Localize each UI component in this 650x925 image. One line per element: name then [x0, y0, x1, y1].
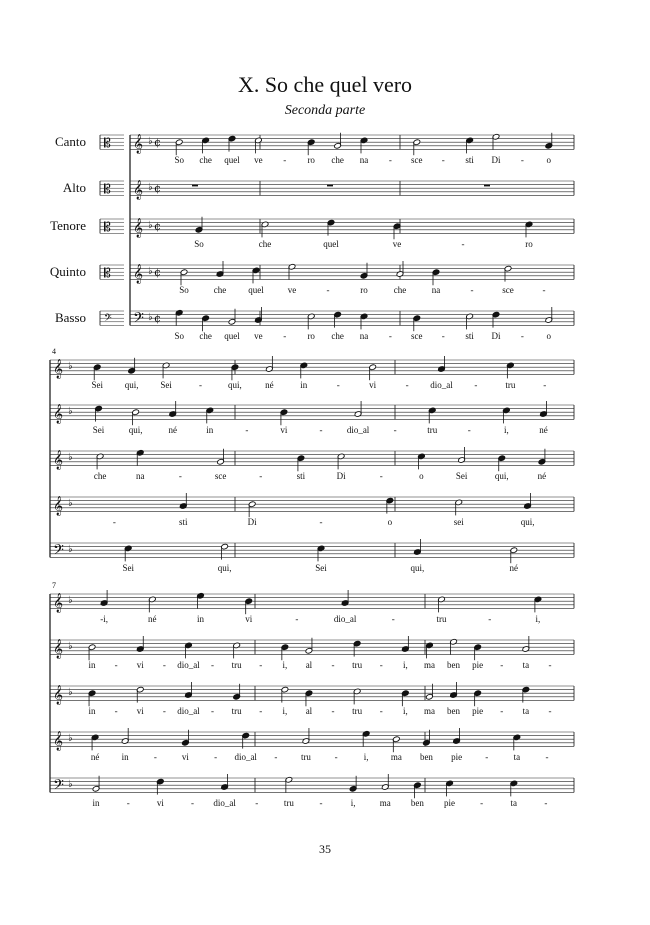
flat-key-signature: ♭	[148, 220, 153, 231]
treble-clef: 𝄞	[133, 264, 144, 284]
lyric-hyphen: -	[211, 660, 215, 670]
lyric-syllable: tru	[283, 798, 294, 808]
lyric-syllable: o	[419, 471, 424, 481]
lyric-hyphen: -	[211, 706, 215, 716]
lyric-hyphen: -	[543, 380, 547, 390]
lyric-syllable: sti	[296, 471, 306, 481]
lyric-syllable: pie	[472, 706, 484, 716]
lyric-syllable: né	[537, 471, 547, 481]
voice-name-quinto: Quinto	[49, 264, 86, 279]
lyric-syllable: dio_al	[213, 798, 236, 808]
bass-clef: 𝄢	[53, 542, 64, 562]
lyric-syllable: pie	[444, 798, 456, 808]
lyric-hyphen: -	[393, 425, 397, 435]
lyric-syllable: che	[199, 155, 212, 165]
lyric-syllable: in	[300, 380, 308, 390]
time-signature: ¢	[154, 182, 161, 195]
lyric-syllable: ben	[447, 706, 461, 716]
lyric-hyphen: -	[544, 798, 548, 808]
flat-key-signature: ♭	[68, 544, 73, 555]
lyric-syllable: Di	[491, 155, 501, 165]
lyric-hyphen: -	[520, 331, 524, 341]
lyric-syllable: ve	[254, 331, 263, 341]
lyric-syllable: So	[194, 239, 204, 249]
lyric-syllable: pie	[472, 660, 484, 670]
lyric-hyphen: -	[441, 155, 445, 165]
lyric-hyphen: -	[295, 614, 299, 624]
whole-rest	[484, 185, 490, 187]
lyric-syllable: ro	[525, 239, 533, 249]
treble-clef: 𝄞	[53, 731, 64, 751]
treble-clef: 𝄞	[133, 218, 144, 238]
lyric-hyphen: -	[214, 752, 218, 762]
lyric-syllable: sti	[465, 331, 474, 341]
lyric-syllable: Sei	[455, 471, 468, 481]
lyric-syllable: in	[88, 660, 96, 670]
lyric-syllable: sce	[214, 471, 227, 481]
lyric-syllable: tru	[427, 425, 438, 435]
lyric-hyphen: -	[441, 331, 445, 341]
lyric-syllable: ben	[410, 798, 424, 808]
lyric-hyphen: -	[114, 706, 118, 716]
lyric-syllable: ro	[360, 285, 368, 295]
lyric-syllable: ta	[522, 660, 530, 670]
time-signature: ¢	[154, 312, 161, 325]
lyric-hyphen: -	[405, 380, 409, 390]
lyric-syllable: sei	[453, 517, 464, 527]
voice-name-basso: Basso	[54, 310, 86, 325]
flat-key-signature: ♭	[68, 406, 73, 417]
lyric-syllable: ma	[379, 798, 391, 808]
lyric-hyphen: -	[542, 285, 546, 295]
lyric-hyphen: -	[274, 752, 278, 762]
lyric-hyphen: -	[548, 660, 552, 670]
lyric-syllable: dio_al	[234, 752, 257, 762]
lyric-hyphen: -	[259, 660, 263, 670]
lyric-syllable: qui,	[228, 380, 242, 390]
lyric-hyphen: -	[474, 380, 478, 390]
lyric-syllable: al	[305, 706, 313, 716]
lyric-syllable: i,	[402, 706, 408, 716]
lyric-hyphen: -	[379, 706, 383, 716]
lyric-syllable: che	[258, 239, 272, 249]
lyric-syllable: i,	[282, 660, 288, 670]
lyric-syllable: ma	[390, 752, 402, 762]
flat-key-signature: ♭	[68, 687, 73, 698]
lyric-syllable: sce	[411, 331, 423, 341]
lyric-syllable: ro	[307, 155, 315, 165]
lyric-syllable: i,	[282, 706, 288, 716]
lyric-syllable: -i,	[100, 614, 108, 624]
flat-key-signature: ♭	[148, 312, 153, 323]
treble-clef: 𝄞	[53, 639, 64, 659]
lyric-syllable: o	[387, 517, 393, 527]
lyric-syllable: vi	[369, 380, 377, 390]
lyric-syllable: sce	[502, 285, 514, 295]
lyric-syllable: in	[92, 798, 100, 808]
flat-key-signature: ♭	[148, 182, 153, 193]
lyric-syllable: quel	[248, 285, 264, 295]
lyric-hyphen: -	[336, 380, 340, 390]
lyric-syllable: ro	[307, 331, 315, 341]
bass-clef: 𝄢	[53, 777, 64, 797]
lyric-syllable: né	[509, 563, 519, 573]
lyric-hyphen: -	[190, 798, 194, 808]
lyric-hyphen: -	[319, 517, 323, 527]
lyric-hyphen: -	[461, 239, 465, 249]
lyric-syllable: So	[179, 285, 189, 295]
flat-key-signature: ♭	[148, 136, 153, 147]
lyric-syllable: tru	[231, 706, 242, 716]
lyric-syllable: in	[121, 752, 129, 762]
lyric-hyphen: -	[199, 380, 202, 390]
lyric-syllable: na	[136, 471, 145, 481]
lyric-syllable: tru	[352, 706, 363, 716]
lyric-syllable: vi	[156, 798, 164, 808]
lyric-syllable: ma	[423, 706, 435, 716]
lyric-syllable: qui,	[124, 380, 139, 390]
lyric-syllable: na	[359, 331, 369, 341]
whole-rest	[327, 185, 333, 187]
lyric-syllable: sti	[465, 155, 474, 165]
lyric-syllable: Di	[491, 331, 501, 341]
lyric-hyphen: -	[259, 471, 263, 481]
piece-subtitle: Seconda parte	[284, 103, 366, 118]
lyric-syllable: Di	[336, 471, 346, 481]
lyric-syllable: in	[206, 425, 214, 435]
lyric-syllable: qui,	[128, 425, 143, 435]
lyric-hyphen: -	[480, 798, 484, 808]
lyric-hyphen: -	[391, 614, 395, 624]
lyric-syllable: quel	[224, 155, 240, 165]
lyric-syllable: i,	[363, 752, 369, 762]
lyric-syllable: dio_al	[177, 706, 200, 716]
lyric-syllable: tru	[231, 660, 242, 670]
lyric-syllable: sce	[411, 155, 423, 165]
lyric-syllable: vi	[181, 752, 189, 762]
lyric-syllable: i,	[402, 660, 408, 670]
lyric-hyphen: -	[114, 660, 118, 670]
incipit-clef: 𝄢	[104, 312, 112, 326]
lyric-hyphen: -	[245, 425, 249, 435]
lyric-syllable: in	[88, 706, 96, 716]
lyric-hyphen: -	[319, 425, 323, 435]
flat-key-signature: ♭	[68, 498, 73, 509]
treble-clef: 𝄞	[133, 180, 144, 200]
incipit-clef: 𝄡	[104, 266, 111, 280]
lyric-syllable: né	[90, 752, 100, 762]
lyric-syllable: o	[546, 155, 552, 165]
lyric-hyphen: -	[500, 706, 504, 716]
lyric-syllable: Di	[247, 517, 257, 527]
lyric-syllable: vi	[280, 425, 288, 435]
treble-clef: 𝄞	[133, 134, 144, 154]
flat-key-signature: ♭	[68, 733, 73, 744]
flat-key-signature: ♭	[68, 595, 73, 606]
lyric-syllable: dio_al	[333, 614, 357, 624]
lyric-syllable: che	[331, 331, 344, 341]
treble-clef: 𝄞	[53, 593, 64, 613]
piece-title: X. So che quel vero	[237, 72, 413, 97]
lyric-syllable: tru	[505, 380, 516, 390]
lyric-syllable: tru	[352, 660, 363, 670]
lyric-syllable: né	[265, 380, 274, 390]
lyric-syllable: né	[148, 614, 157, 624]
flat-key-signature: ♭	[68, 452, 73, 463]
lyric-syllable: qui,	[410, 563, 425, 573]
lyric-syllable: quel	[323, 239, 339, 249]
lyric-hyphen: -	[379, 471, 383, 481]
time-signature: ¢	[154, 136, 161, 149]
lyric-syllable: So	[174, 155, 184, 165]
lyric-syllable: vi	[136, 706, 144, 716]
lyric-syllable: che	[93, 471, 107, 481]
lyric-syllable: che	[393, 285, 407, 295]
lyric-syllable: ta	[513, 752, 521, 762]
incipit-clef: 𝄡	[104, 220, 111, 234]
lyric-syllable: ta	[510, 798, 518, 808]
lyric-syllable: ben	[419, 752, 433, 762]
lyric-syllable: So	[174, 331, 184, 341]
lyric-hyphen: -	[488, 614, 492, 624]
voice-name-tenore: Tenore	[50, 218, 86, 233]
lyric-syllable: quel	[224, 331, 240, 341]
lyric-syllable: Sei	[91, 380, 103, 390]
lyric-syllable: Sei	[92, 425, 105, 435]
lyric-hyphen: -	[126, 798, 130, 808]
page-number: 35	[319, 842, 331, 856]
lyric-syllable: pie	[451, 752, 463, 762]
lyric-syllable: na	[431, 285, 441, 295]
lyric-hyphen: -	[326, 285, 330, 295]
lyric-syllable: Sei	[315, 563, 327, 573]
lyric-syllable: dio_al	[430, 380, 453, 390]
time-signature: ¢	[154, 220, 161, 233]
bass-clef: 𝄢	[133, 310, 144, 330]
measure-number: 7	[52, 581, 56, 590]
lyric-hyphen: -	[259, 706, 263, 716]
lyric-syllable: o	[546, 331, 552, 341]
lyric-hyphen: -	[520, 155, 524, 165]
lyric-syllable: ta	[522, 706, 530, 716]
lyric-syllable: i,	[504, 425, 509, 435]
lyric-syllable: che	[199, 331, 212, 341]
lyric-syllable: sti	[179, 517, 188, 527]
lyric-hyphen: -	[470, 285, 474, 295]
measure-number: 4	[52, 347, 56, 356]
voice-name-canto: Canto	[54, 134, 86, 149]
lyric-syllable: dio_al	[346, 425, 370, 435]
lyric-hyphen: -	[548, 706, 552, 716]
lyric-syllable: in	[196, 614, 205, 624]
lyric-hyphen: -	[283, 331, 287, 341]
lyric-syllable: Sei	[122, 563, 134, 573]
incipit-clef: 𝄡	[104, 182, 111, 196]
lyric-syllable: vi	[136, 660, 144, 670]
lyric-syllable: ve	[254, 155, 263, 165]
lyric-syllable: tru	[300, 752, 311, 762]
lyric-hyphen: -	[388, 155, 392, 165]
treble-clef: 𝄞	[53, 496, 64, 516]
lyric-syllable: né	[539, 425, 548, 435]
lyric-syllable: ma	[423, 660, 435, 670]
lyric-hyphen: -	[283, 155, 287, 165]
lyric-hyphen: -	[485, 752, 489, 762]
lyric-hyphen: -	[379, 660, 383, 670]
lyric-syllable: dio_al	[177, 660, 200, 670]
flat-key-signature: ♭	[68, 641, 73, 652]
lyric-syllable: na	[359, 155, 369, 165]
lyric-syllable: ben	[447, 660, 461, 670]
lyric-hyphen: -	[500, 660, 504, 670]
voice-name-alto: Alto	[62, 180, 86, 195]
flat-key-signature: ♭	[68, 361, 73, 372]
lyric-hyphen: -	[255, 798, 259, 808]
treble-clef: 𝄞	[53, 450, 64, 470]
lyric-syllable: ve	[287, 285, 297, 295]
lyric-syllable: vi	[245, 614, 253, 624]
lyric-hyphen: -	[545, 752, 549, 762]
lyric-hyphen: -	[331, 706, 335, 716]
treble-clef: 𝄞	[53, 359, 64, 379]
lyric-syllable: Sei	[160, 380, 172, 390]
lyric-hyphen: -	[334, 752, 338, 762]
lyric-hyphen: -	[331, 660, 335, 670]
flat-key-signature: ♭	[68, 779, 73, 790]
lyric-syllable: i,	[535, 614, 541, 624]
lyric-syllable: ve	[392, 239, 402, 249]
lyric-syllable: qui,	[217, 563, 232, 573]
lyric-hyphen: -	[319, 798, 323, 808]
lyric-hyphen: -	[178, 471, 182, 481]
lyric-syllable: né	[168, 425, 177, 435]
lyric-syllable: che	[213, 285, 227, 295]
whole-rest	[192, 185, 198, 187]
lyric-hyphen: -	[112, 517, 116, 527]
treble-clef: 𝄞	[53, 685, 64, 705]
lyric-syllable: tru	[436, 614, 447, 624]
lyric-syllable: i,	[350, 798, 356, 808]
incipit-clef: 𝄡	[104, 136, 111, 150]
lyric-syllable: qui,	[520, 517, 535, 527]
lyric-hyphen: -	[162, 660, 166, 670]
lyric-syllable: che	[331, 155, 344, 165]
lyric-hyphen: -	[153, 752, 157, 762]
lyric-syllable: qui,	[494, 471, 509, 481]
lyric-hyphen: -	[467, 425, 471, 435]
lyric-syllable: al	[305, 660, 313, 670]
time-signature: ¢	[154, 266, 161, 279]
treble-clef: 𝄞	[53, 404, 64, 424]
flat-key-signature: ♭	[148, 266, 153, 277]
lyric-hyphen: -	[162, 706, 166, 716]
lyric-hyphen: -	[388, 331, 392, 341]
